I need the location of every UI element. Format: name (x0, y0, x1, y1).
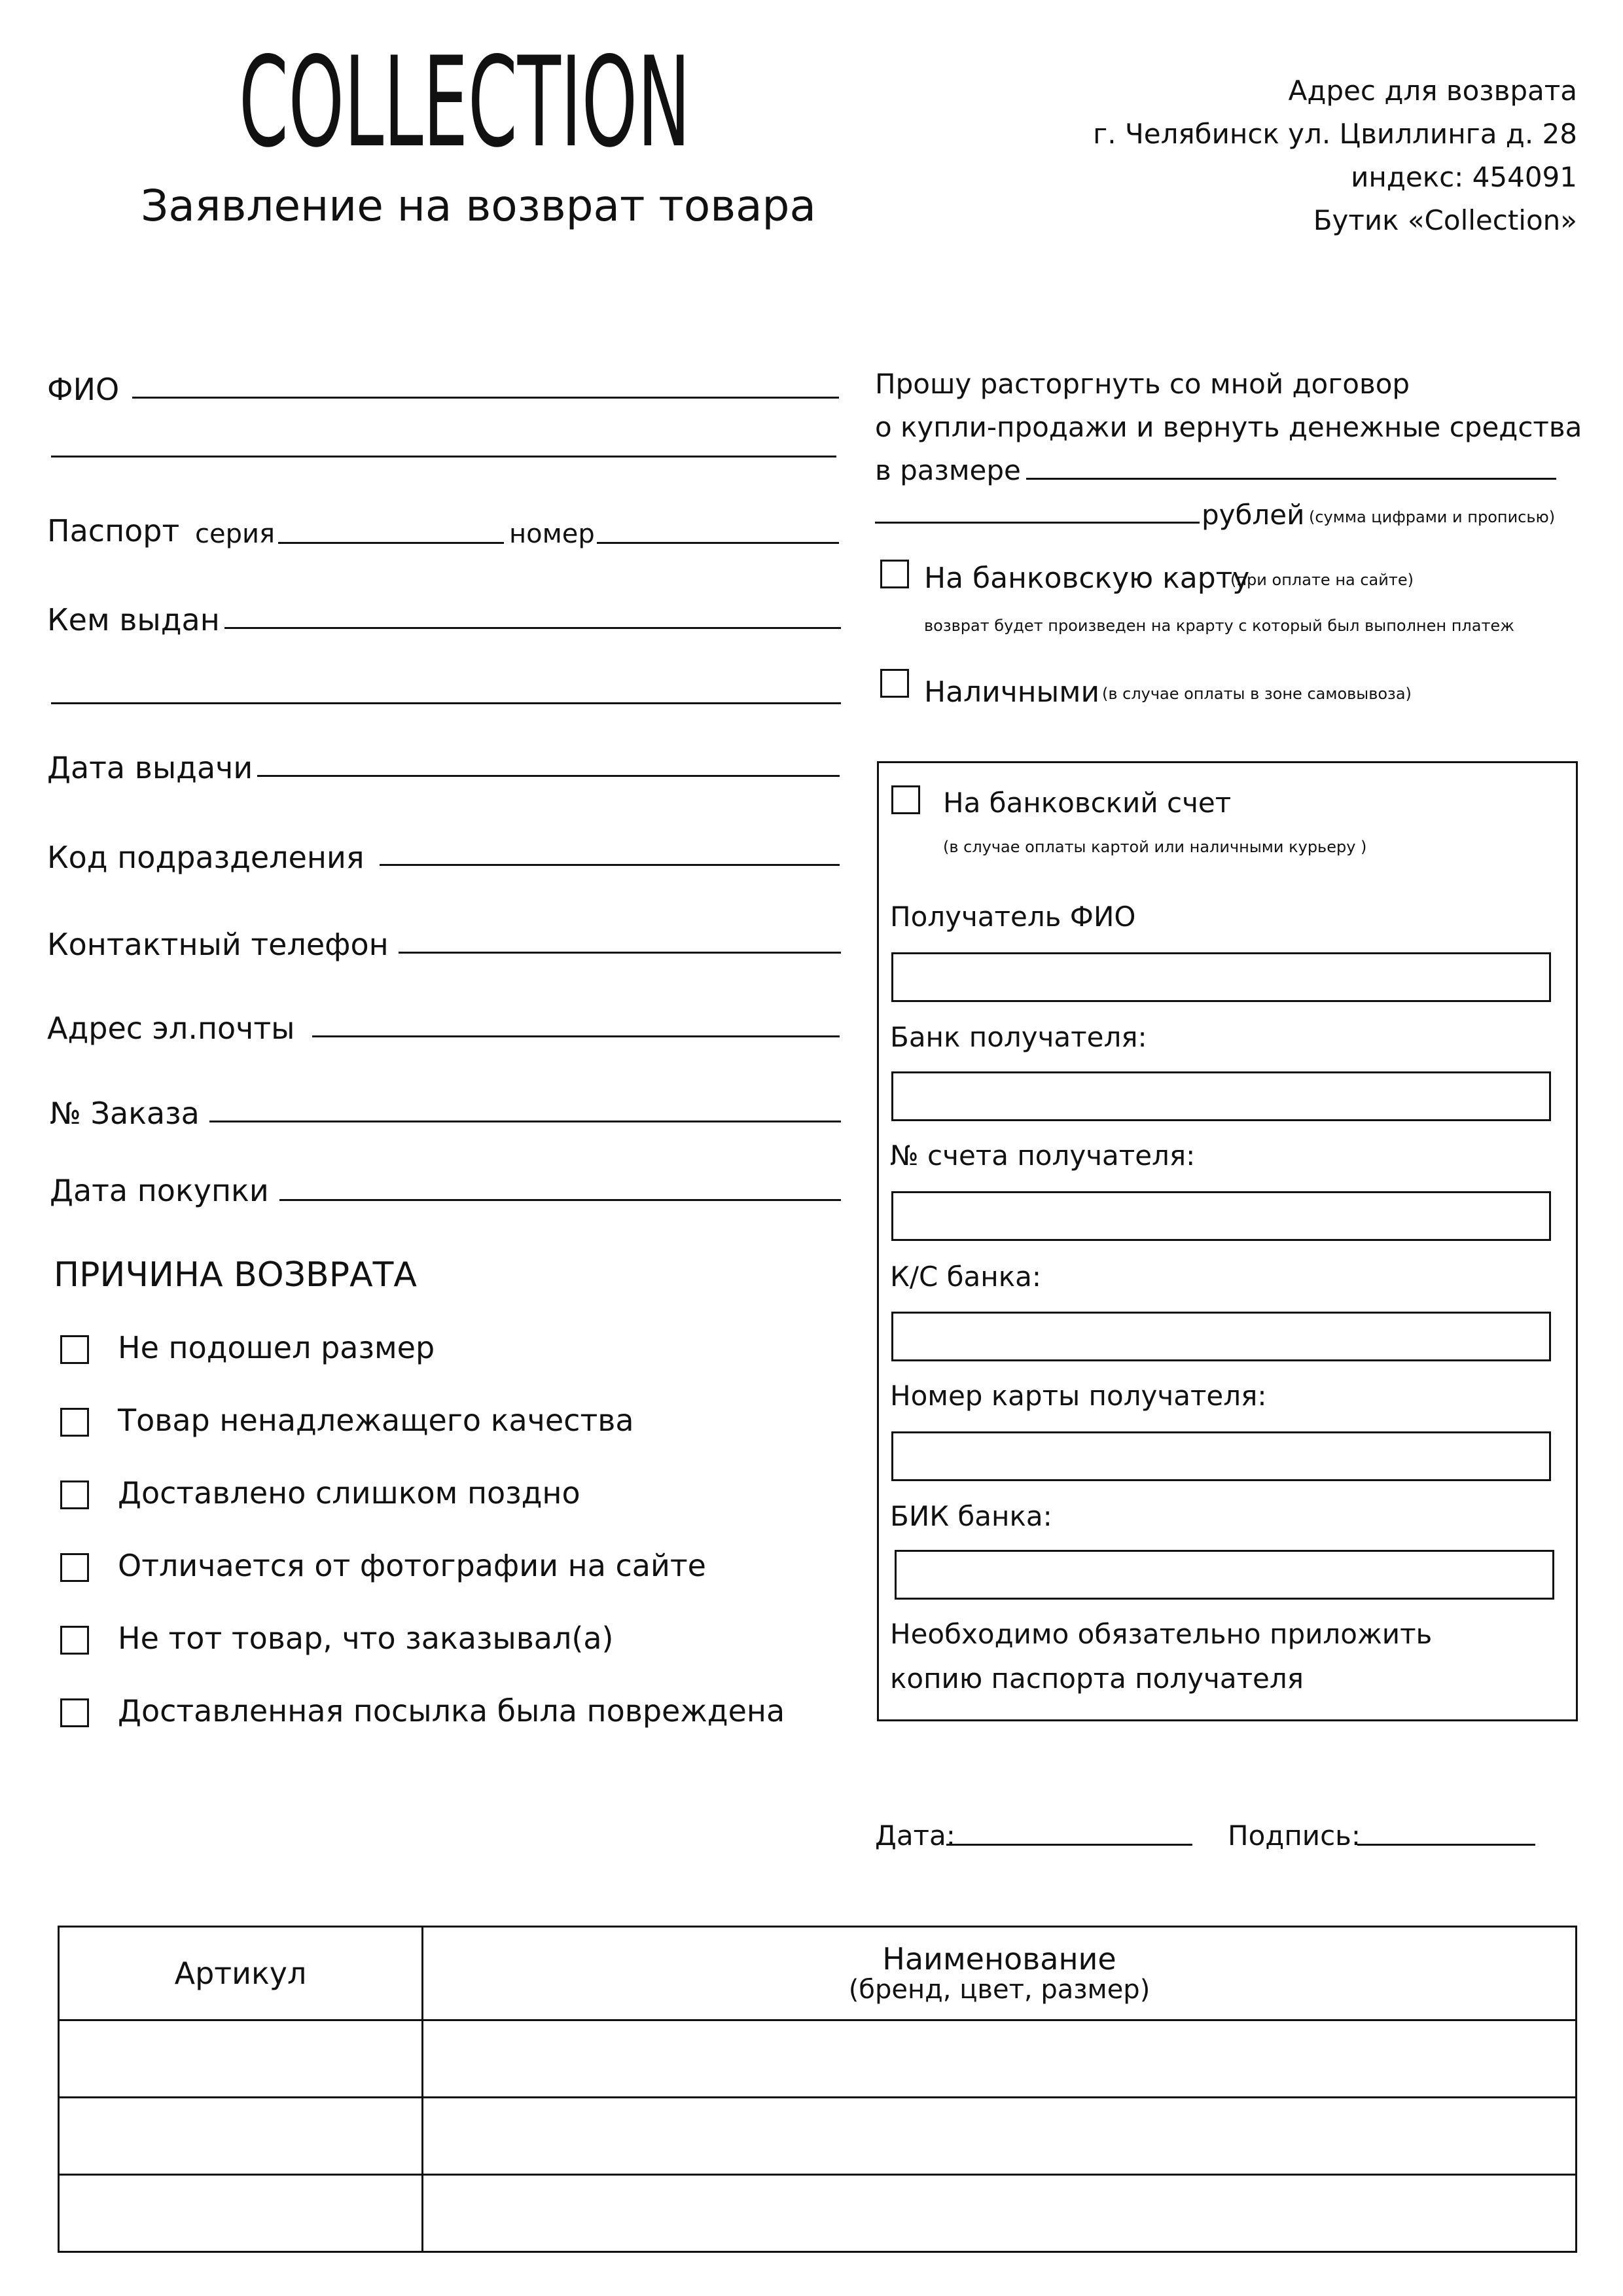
name-header-title: Наименование (882, 1941, 1116, 1977)
table-row (59, 2175, 1577, 2252)
purchase-date-label: Дата покупки (50, 1173, 269, 1208)
return-address-index: индекс: 454091 (1351, 161, 1577, 193)
bik-label: БИК банка: (890, 1500, 1052, 1532)
bank-account-label: На банковский счет (943, 787, 1232, 819)
article-cell[interactable] (59, 2175, 423, 2252)
card-no-label: Номер карты получателя: (890, 1380, 1267, 1412)
passport-series-label: серия (195, 519, 276, 549)
ks-label: К/С банка: (890, 1261, 1041, 1293)
card-refund-info: возврат будет произведен на крарту с который был выполнен платеж (924, 617, 1514, 635)
fio-label: ФИО (47, 372, 120, 407)
reason-label: Не тот товар, что заказывал(а) (118, 1621, 614, 1656)
order-no-line[interactable] (209, 1121, 841, 1122)
issued-by-line-2[interactable] (51, 702, 841, 704)
recipient-bank-field[interactable] (891, 1071, 1551, 1121)
order-no-label: № Заказа (50, 1096, 200, 1131)
article-header-label: Артикул (174, 1955, 307, 1991)
page-title: Заявление на возврат товара (141, 181, 816, 231)
fio-line[interactable] (132, 397, 839, 399)
phone-line[interactable] (399, 952, 841, 954)
name-cell[interactable] (423, 2020, 1577, 2098)
rubles-label: рублей (1202, 499, 1305, 531)
refund-amount-line[interactable] (1026, 478, 1556, 480)
passport-copy-note-line-1: Необходимо обязательно приложить (890, 1618, 1433, 1650)
brand-logo-text: COLLECTION (239, 30, 690, 175)
rubles-note: (сумма цифрами и прописью) (1309, 508, 1556, 526)
reasons-heading: ПРИЧИНА ВОЗВРАТА (54, 1255, 417, 1295)
reason-checkbox[interactable] (60, 1626, 89, 1655)
purchase-date-line[interactable] (279, 1199, 841, 1201)
cash-refund-checkbox[interactable] (880, 669, 909, 698)
name-header (423, 1927, 1577, 2020)
reason-label: Отличается от фотографии на сайте (118, 1548, 706, 1583)
table-row (59, 2020, 1577, 2098)
reason-checkbox[interactable] (60, 1408, 89, 1437)
table-header-row (59, 1927, 1577, 2020)
signature-line[interactable] (1357, 1844, 1535, 1846)
refund-text-line-3: в размере (875, 454, 1021, 486)
date-label: Дата: (875, 1820, 955, 1852)
reason-checkbox[interactable] (60, 1335, 89, 1364)
passport-number-label: номер (509, 519, 595, 549)
reason-label: Доставлено слишком поздно (118, 1475, 580, 1511)
passport-series-line[interactable] (278, 542, 504, 544)
issued-by-label: Кем выдан (47, 602, 220, 637)
date-line[interactable] (946, 1844, 1192, 1846)
passport-number-line[interactable] (597, 542, 839, 544)
card-refund-note: (при оплате на сайте) (1230, 571, 1414, 589)
division-code-line[interactable] (380, 864, 840, 866)
reason-label: Не подошел размер (118, 1330, 435, 1365)
reason-checkbox[interactable] (60, 1480, 89, 1509)
phone-label: Контактный телефон (47, 927, 389, 962)
bank-account-note: (в случае оплаты картой или наличными курьеру ) (943, 838, 1367, 856)
refund-text-line-2: о купли-продажи и вернуть денежные средства (875, 411, 1582, 443)
issued-by-line[interactable] (224, 627, 841, 629)
issue-date-line[interactable] (257, 775, 840, 777)
return-address-heading: Адрес для возврата (1288, 75, 1577, 107)
cash-refund-note: (в случае оплаты в зоне самовывоза) (1102, 685, 1412, 703)
refund-text-line-1: Прошу расторгнуть со мной договор (875, 368, 1410, 400)
recipient-fio-field[interactable] (891, 952, 1551, 1002)
reason-label: Доставленная посылка была повреждена (118, 1693, 785, 1729)
email-line[interactable] (312, 1035, 840, 1037)
bik-field[interactable] (895, 1550, 1554, 1600)
recipient-bank-label: Банк получателя: (890, 1021, 1147, 1053)
brand-logo (237, 30, 692, 175)
passport-label: Паспорт (47, 513, 180, 548)
card-no-field[interactable] (891, 1431, 1551, 1481)
article-cell[interactable] (59, 2098, 423, 2175)
refund-amount-words-line[interactable] (875, 522, 1200, 524)
fio-line-2[interactable] (51, 456, 836, 457)
issue-date-label: Дата выдачи (47, 750, 253, 785)
return-address-boutique: Бутик «Collection» (1313, 204, 1577, 236)
card-refund-label: На банковскую карту (924, 562, 1250, 595)
name-cell[interactable] (423, 2098, 1577, 2175)
email-label: Адрес эл.почты (47, 1011, 295, 1046)
article-cell[interactable] (59, 2020, 423, 2098)
cash-refund-label: Наличными (924, 675, 1100, 709)
items-table (58, 1926, 1577, 2253)
ks-field[interactable] (891, 1312, 1551, 1361)
reason-checkbox[interactable] (60, 1698, 89, 1727)
return-address-street: г. Челябинск ул. Цвиллинга д. 28 (1093, 118, 1577, 150)
reason-label: Товар ненадлежащего качества (118, 1403, 634, 1438)
passport-copy-note-line-2: копию паспорта получателя (890, 1662, 1304, 1695)
recipient-fio-label: Получатель ФИО (890, 901, 1136, 933)
reason-checkbox[interactable] (60, 1553, 89, 1582)
card-refund-checkbox[interactable] (880, 560, 909, 588)
name-header-subtitle: (бренд, цвет, размер) (848, 1975, 1150, 2005)
account-no-field[interactable] (891, 1191, 1551, 1241)
article-header (59, 1927, 423, 2020)
account-no-label: № счета получателя: (890, 1139, 1196, 1172)
brand-logo-graphic (237, 30, 692, 175)
signature-label: Подпись: (1228, 1820, 1361, 1852)
bank-account-checkbox[interactable] (891, 785, 920, 814)
name-cell[interactable] (423, 2175, 1577, 2252)
division-code-label: Код подразделения (47, 840, 365, 875)
table-row (59, 2098, 1577, 2175)
